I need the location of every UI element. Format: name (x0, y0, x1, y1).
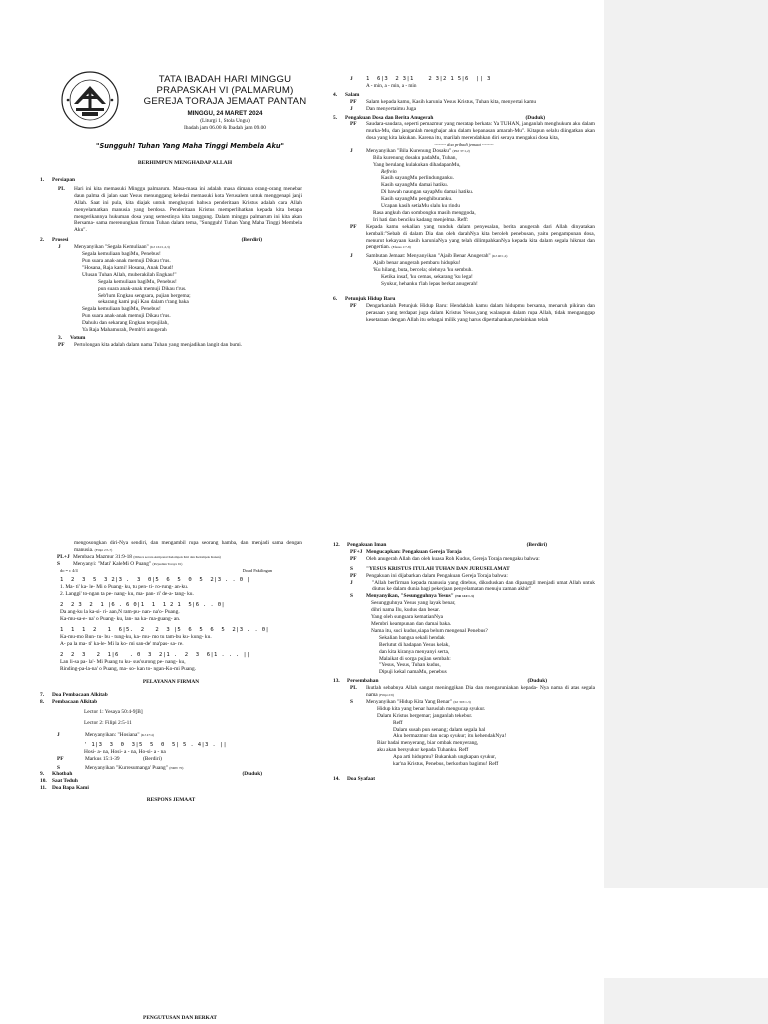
song-line: Kasih sayangMu damai hatiku. (381, 182, 449, 189)
sidebar-panel-bottom (604, 978, 768, 1024)
song-line: pun suara anak-anak memuji Dikau t'rus. (98, 285, 187, 292)
amin-score: 1 6|3 2 3|1 2 3|2 1 5|6 || 3 (366, 76, 491, 82)
song-ajaib-benar (333, 260, 595, 288)
song-line: dan kita kiranya menyanyi serta, (379, 648, 450, 655)
song-line: "Yesus, Yesus, Tuhan kudus, (379, 662, 441, 669)
lyric-line: 2. Langgi' to-ngan ta pe- nang- ku, ma- pan- ri' de-a- tang- ku. (60, 591, 194, 598)
song-line: Syukur, hehanku t'lah lepas berkat anugerah! (381, 281, 478, 287)
song-line: Membri keampunan dan damai baka. (371, 620, 452, 627)
title-block (110, 74, 340, 132)
song-line: Dalam susah pun senang; dalam segala hal (393, 726, 486, 733)
lyric-line: Da ang-ku la ka-si- ri- aan,N ram-pu- nan- na'o- Puang. (60, 609, 180, 616)
section-title: Doa Bapa Kami (52, 785, 89, 792)
section-title: Pembacaan Alkitab (52, 698, 98, 705)
section-title: Salam (345, 91, 360, 98)
posture-note: (Duduk) (525, 114, 545, 121)
score-line: 2 2 3 2 1 |6 . 6 0|1 1 1 2 1 5|6 . . 0| (60, 602, 226, 609)
posture-note: (Berdiri) (143, 755, 162, 762)
song-line: Pun suara anak-anak memuji Dikau t'rus. (82, 257, 171, 264)
section-title: Prosesi (52, 237, 69, 244)
section-title: Votum (70, 334, 86, 341)
song-line: Ulusan Tuhan Allah, muberakilah Engkau!" (82, 271, 177, 278)
liturgy-note: (Liturgi 1, Stola Ungu) (200, 118, 250, 125)
votum-text: Pertolongan kita adalah dalam nama Tuhan yang menjadikan langit dan bumi. (74, 341, 243, 348)
song-line: Iri hati dan benciku kadang menjelma. Reff: (373, 216, 469, 223)
section-title: Persembahan (347, 678, 379, 685)
page2-right-column: 12. Pengakuan Iman (Berdiri) PF+J Mengucapkan: Pengakuan Gereja Toraja PF Oleh anugerah Allah dan oleh kuasa Roh Kudus, Gereja Toraja mengaku bahwa: S "YESUS KRISTUS ITULAH TUHAN DAN JURUSELAMAT PF Pengakuan ini dijabarkan dalam Pengakuan Gereja Toraja bahwa: J "Allah berfirman kepada manusia yang ditebus, dikuduskan dan dipanggil menjadi umat Allah untuk diutus ke dalam dunia bagi pekerjaan penyelamatan menuju zaman akhir" S Menyanyikan, "Sesungguhnya Yesus" (NR 144:1-3) Sesungguhnya Yesus yang layak benar, dihri nama Ilu, kudus dan besar. Yang oleh sungsara kematianNya Membri keampunan dan damai baka. Nama itu, suci kudus,siapa belum mengenal Penebus? Sekalian bangsa sekali hendak Berlutut di hadapan Yesus kelak, dan kita kiranya menyanyi serta, Malaikat di sorga pujian sembah: "Yesus, Yesus, Tuhan kudus, Dipuji kekal namaMu, penebus 13. Persembahan (Duduk) PL Ikutlah sebabnya Allah sangat meninggikan Dia dan mengaruniakan kepada- Nya nama di atas segala nama (Filipi 2:9) S Menyanyikan "Hidup Kita Yang Benar" (KJ 303:1-3) Hidup kita yang benar haruslah mengucap syukur. Dalam Kristus bergemar; janganlah tekebur. Reff Dalam susah pun senang; dalam segala hal Aku bermazmur dan ucap syukur; itu kehendakNya! Biar badai menyerang, biar ombak menyerang, aku akan bersyukur kepada Tuhanku. Reff Apa arti hidupmu? Bukankah ungkapan syukur, kar'na Kristus, Penebus, berkorban bagimu! Reff 14. Doa Syafaat (333, 542, 595, 782)
song-line: Biar badai menyerang, biar ombak menyerang, (377, 740, 479, 747)
score-line: 1 2 3 5 3 2|3 . 3 0|5 6 5 0 5 2|3 . . 0 | (60, 577, 251, 584)
score-line: 2 2 3 2 1|6 . 0 3 2|1 . 2 3 6|1 . . . || (60, 652, 251, 659)
song-line: Bila kurenung dosaku padaMu, Tuhan, (373, 154, 457, 161)
sidebar-panel-middle (604, 514, 768, 888)
score-block (60, 627, 302, 648)
score-block (60, 602, 302, 623)
song-line: Seb'lum Engkau sengsara, pujian bergema; (98, 292, 191, 299)
song-mati-kalemi (40, 577, 302, 673)
score-block (60, 577, 302, 598)
lyric-line: A- pa la ma- ti' ka-le- Mi la ko- mi san-de' ma'pas- sa- re. (60, 641, 184, 648)
song-line: Malaikat di sorga pujian sembah: (379, 655, 451, 662)
song-line: Apa arti hidupmu? Bukankah ungkapan syukur, (393, 754, 497, 761)
song-line: Sesungguhnya Yesus yang layak benar, (371, 600, 456, 607)
hosiana-lyric: Hosi- a- na, Hosi- a - na, Ho-si- a - na (84, 748, 166, 755)
service-date: MINGGU, 24 MARET 2024 (187, 110, 263, 118)
silent-prayer: -------- doa pribadi jemaat -------- (434, 142, 494, 148)
section-title: Doa Syafaat (347, 776, 376, 782)
song-line: Hidup kita yang benar haruslah mengucap syukur. (377, 705, 486, 712)
section-title: Khotbah (52, 771, 73, 778)
section-heading-pengutusan: PENGUTUSAN DAN BERKAT (143, 1015, 217, 1021)
song-key: do = c 4/4 (60, 567, 78, 573)
score-block (60, 652, 302, 673)
section-title: Pengakuan Iman (347, 542, 387, 548)
song-refrein: Refrein (381, 168, 397, 175)
song-line: Sekalian bangsa sekali hendak (379, 634, 445, 641)
lyric-line: Lan li-sa pa- la'- Mi Puang tu ku- sus'surong pe- nang- ku, (60, 659, 186, 666)
page1-right-column: J 1 6|3 2 3|1 2 3|2 1 5|6 || 3 A - min, a - min, a - min 4. Salam PF Salam kepada kamu, Kasih karunia Yesus Kristus, Tuhan kita, menyertai kamu J Dan menyertaimu Juga 5. Pengakuan Dosa dan Berita Anugerah (Duduk) PF Saudara-saudara, seperti pemazmur yang meratap berkata: Ya TUHAN, janganlah menghukum aku dalam murka-Mu, dan janganlah menghajar aku dalam kepanasan amarah-Mu". Kitapun selalu diingatkan akan dosa yang kita lakukan. Karena itu, marilah merendahkan diri serayа mengakui dosa kita, -------- doa pribadi jemaat -------- J Menyanyikan "Bila Kurenung Dosaku" (PKJ 37:1,2) Bila kurenung dosaku padaMu, Tuhan, Yang berulang kulakukan dihadapanMu, Refrein Kasih sayangMu perlindunganku. Kasih sayangMu damai hatiku. Di bawah naungan sayapMu damai hatiku. Kasih sayangMu penghiburanku. Ucapan kasih setiaMu slalu ku rindu Rasa angkuh dan sombongku masih menggoda, Iri hati dan benciku kadang menjelma. Reff: PF Kepada kamu sekalian yang tunduk dalam penyesalan, berita anugerah dari Allah dinyatakan kembali:"Sebab di dalam Dia dan oleh darahNya kita beroleh penebusan, yaitu pengampunan dosa, menurut kekayaan kasih karuniaNya yang telah dilimpahkanNya kepada kita dalam segala hikmat dan pengertian. (Efesus 1:7-8) J Sambutan Jemaat: Menyanyikan "Ajaib Benar Anugerah" (KJ 40:1,2) Ajaib benar anugerah pembaru hidupku! 'Ku hilang, buta, bercela; olehnya 'ku sembuh. Ketika insaf, 'ku cemas, sekarang 'ku lega! Syukur, hehanku t'lah lepas berkat anugerah! 6. Petunjuk Hidup Baru PF Dengarkanlah Petunjuk Hidup Baru: Hendaklah kamu dalam hidupmu bersama, menaruh pikiran dan perasaan yang terdapat juga dalam Kristus Yesus,yang walaupun dalam rupa Allah, tidak menganggap kesetaraan dengan Allah itu sebagai milik yang harus dipertahankan,melainkan telah (333, 76, 595, 323)
lyric-line: Ka-mu-sa-e- na' o Puang- ku, lan- na ka- ma-guang- an. (60, 616, 181, 623)
section-title: Petunjuk Hidup Baru (345, 295, 396, 302)
song-line: Reff (393, 719, 403, 726)
song-segala-kemuliaan (40, 251, 302, 334)
song-line: dihri nama Ilu, kudus dan besar. (371, 607, 441, 614)
lyric-line: 1. Ma- ti' ka- le- Mi o Puang- ku, tu pen- ti- ro-rung- an-ku. (60, 584, 189, 591)
song-line: Yang oleh sungsara kematianNya (371, 614, 444, 621)
song-line: Yang berulang kulakukan dihadapanMu, (373, 161, 461, 168)
title-line-2: PRAPASKAH VI (PALMARUM) (156, 85, 294, 97)
theme: "Sungguh! Tuhan Yang Maha Tinggi Membela Aku" (96, 142, 284, 150)
song-line: Kasih sayangMu perlindunganku. (381, 175, 454, 182)
page-3 (0, 1010, 604, 1024)
song-line: aku akan bersyukur kepada Tuhanku. Reff (377, 747, 469, 754)
lector-1: Lector 1: Yesaya 50:4-9[B] (84, 708, 143, 715)
posture-note: (Duduk) (242, 771, 262, 778)
song-line: Ajaib benar anugerah pembaru hidupku! (373, 260, 461, 267)
persiapan-text: Hari ini kita memasuki Minggu palmarum. Masa-masa ini adalah masa dimana orang-orang menebar daun palma di jalan saat Yesus menunggang keledai memasuki kota Yerusalem untuk menggenapi janji Allah. Saat ini pula, kita diajak untuk menghayati bahwa penderitaan Kristus adalah cara Allah menyelamatkan manusia yang berdosa. Penderitaan Kristus memperlihatkan kepada kita betapa mengerikannya hukuman dosa yang semestinya kita tanggung. Dalam minggu palmarum ini kita akan Bersama- sama merenungkan firman Tuhan dalam tema, "Sungguh! Tuhan Yang Maha Tinggi Membela Aku". (74, 185, 302, 234)
song-line: sekarang kami puji Kau dalam t'rang baka (98, 299, 189, 306)
song-line: Rasa angkuh dan sombongku masih menggoda, (373, 209, 476, 216)
posture-note: (Berdiri) (526, 542, 547, 548)
score-line: 1 1 1 2 1 6|5. 2 2 3 |5 6 5 6 5 2|3 . . 0| (60, 627, 270, 634)
lyric-line: Rinding-pa-la-na' o Puang, ma- so- kan to- ngan-Ko-mi Puang. (60, 666, 197, 673)
song-line: Segala kemuliaan bagiMu, Penebus! (82, 306, 161, 313)
section-heading-firman: PELAYANAN FIRMAN (142, 679, 200, 686)
song-line: Aku bermazmur dan ucap syukur; itu kehendakNya! (393, 733, 507, 740)
title-line-3: GEREJA TORAJA JEMAAT PANTAN (143, 96, 307, 108)
song-line: Nama itu, suci kudus,siapa belum mengenal Penebus? (371, 627, 488, 634)
section-heading-respons: RESPONS JEMAAT (146, 797, 196, 804)
song-sesungguhnya-yesus (333, 600, 595, 676)
service-times: Ibadah jam 06.00 & Ibadah jam 09.00 (183, 124, 267, 131)
song-hidup-kita (333, 706, 595, 768)
song-line: Ya Raja Mahamurah, Pemb'ri anugerah (82, 327, 167, 334)
song-line: Dalam Kristus bergemar; janganlah tekebur. (377, 712, 473, 719)
section-title: Pengakuan Dosa dan Berita Anugerah (345, 114, 434, 121)
page1-left-column: 1. Persiapan PL Hari ini kita memasuki Minggu palmarum. Masa-masa ini adalah masa dimana orang-orang menebar daun palma di jalan saat Yesus menunggang keledai memasuki kota Yerusalem untuk menggenapi janji Allah. Saat ini pula, kita diajak untuk menghayati bahwa penderitaan Kristus adalah cara Allah menyelamatkan manusia yang berdosa. Penderitaan Kristus memperlihatkan kepada kita betapa mengerikannya hukuman dosa yang semestinya kita tanggung. Dalam minggu palmarum ini kita akan Bersama- sama merenungkan firman Tuhan dalam tema, "Sungguh! Tuhan Yang Maha Tinggi Membela Aku". 2. Prosesi (Berdiri) J Menyanyikan "Segala Kemuliaan" (KJ 161:1,2,3) Segala kemuliaan bagiMu, Penebus! Pun suara anak-anak memuji Dikau t'rus. "Hosana, Raja kami! Hosana, Anak Daud! Ulusan Tuhan Allah, muberakilah Engkau!" Segala kemuliaan bagiMu, Penebus! pun suara anak-anak memuji Dikau t'rus. Seb'lum Engkau sengsara, pujian bergema; sekarang kami puji Kau dalam t'rang baka Segala kemuliaan bagiMu, Penebus! Pun suara anak-anak memuji Dikau t'rus. Dahulu dan sekarang Engkau terpujilah, Ya Raja Mahamurah, Pemb'ri anugerah 3. Votum PF Pertolongan kita adalah dalam nama Tuhan yang menjadikan langit dan bumi. (40, 177, 302, 348)
song-line: 'Ku hilang, buta, bercela; olehnya 'ku sembuh. (373, 267, 473, 274)
amin-lyric: A - min, a - min, a - min (366, 83, 417, 90)
section-title: Persiapan (52, 177, 76, 183)
lyric-line: Ka-mu-mo Bun- tu- bu - tung-ku, ka- mu- mo tu tam-bu ku- kung- ku. (60, 634, 212, 641)
lector-2: Lector 2: Filipi 2:5-11 (84, 719, 132, 726)
posture-note: (Duduk) (527, 678, 547, 685)
song-line: Segala kemuliaan bagiMu, Penebus! (98, 278, 177, 285)
song-tempo: Doad Pakilingan (242, 567, 272, 573)
song-line: "Hosana, Raja kami! Hosana, Anak Daud! (82, 264, 174, 271)
song-bila-kurenung (333, 155, 595, 224)
song-line: Segala kemuliaan bagiMu, Penebus! (82, 251, 161, 258)
song-line: Pun suara anak-anak memuji Dikau t'rus. (82, 313, 171, 320)
page2-left-column: mengosongkan diri-Nya sendiri, dan mengambil rupa seorang hamba, dan menjadi sama dengan manusia. (Filipi 2:5-7) PL+J Membaca Mazmur 31:9-18 (Dibaca secara Antiponal Kelompok Kiri dan Kelompok Kanan) S Menyanyi: "Mati' KaleMi O Puang" (Pa'pudian Toraya 91) do = c 4/4 Doad Pakilingan 1 2 3 5 3 2|3 . 3 0|5 6 5 0 5 2|3 . . 0 | 1. Ma- ti' ka- le- Mi o Puang- ku, tu pen- ti- ro-rung- an-ku. 2. Langgi' to-ngan ta pe- nang- ku, ma- pan- ri' de-a- tang- ku. 2 2 3 2 1 |6 . 6 0|1 1 1 2 1 5|6 . . 0| Da ang-ku la ka-si- ri- aan,N ram-pu- nan- na'o- Puang. Ka-mu-sa-e- na' o Puang- ku, lan- na ka- ma-guang- an. 1 1 1 2 1 6|5. 2 2 3 |5 6 5 6 5 2|3 . . 0| Ka-mu-mo Bun- tu- bu - tung-ku, ka- mu- mo tu tam-bu ku- kung- ku. A- pa la ma- ti' ka-le- Mi la ko- mi san-de' ma'pas- sa- re. 2 2 3 2 1|6 . 0 3 2|1 . 2 3 6|1 . . . || Lan li-sa pa- la'- Mi Puang tu ku- sus'surong pe- nang- ku, Rinding-pa-la-na' o Puang, ma- so- kan to- ngan-Ko-mi Puang. PELAYANAN FIRMAN 7. Doa Pembacaan Alkitab 8. Pembacaan Alkitab Lector 1: Yesaya 50:4-9[B] Lector 2: Filipi 2:5-11 J Menyanyikan: "Hosiana" (KJ 47/4) ' 1|3 3 0 3|5 5 0 5| 5 . 4|3 . || Hosi- a- na, Hosi- a - na, Ho-si- a - na PF Markus 15:1-39 (Berdiri) S Menyanyikan "Kurresumanga' Puang" (NRW 70) 9. Khotbah (Duduk) 10. Saat Teduh 11. Doa Bapa Kami RESPONS JEMAAT (40, 540, 302, 804)
song-line: Dipuji kekal namaMu, penebus (379, 669, 447, 676)
page-2 (0, 520, 604, 876)
page-1 (0, 0, 604, 500)
song-line: Ucapan kasih setiaMu slalu ku rindu (381, 203, 460, 210)
title-line-1: TATA IBADAH HARI MINGGU (158, 74, 292, 85)
sidebar-panel-top (604, 0, 768, 514)
song-line: kar'na Kristus, Penebus, berkorban bagimu! Reff (393, 761, 499, 768)
section-heading-berhimpun: BERHIMPUN MENGHADAP ALLAH (137, 160, 233, 166)
section-title: Doa Pembacaan Alkitab (52, 692, 108, 699)
song-line: Kasih sayangMu penghiburanku. (381, 196, 453, 203)
song-line: Di bawah naungan sayapMu damai hatiku. (381, 189, 474, 196)
hosiana-score: ' 1|3 3 0 3|5 5 0 5| 5 . 4|3 . || (84, 741, 228, 748)
section-title: Saat Teduh (52, 778, 78, 785)
song-line: Ketika insaf, 'ku cemas, sekarang 'ku lega! (381, 274, 473, 281)
posture-note: (Berdiri) (241, 237, 262, 244)
song-line: Dahulu dan sekarang Engkau terpujilah, (82, 320, 169, 327)
song-line: Berlutut di hadapan Yesus kelak, (379, 641, 450, 648)
